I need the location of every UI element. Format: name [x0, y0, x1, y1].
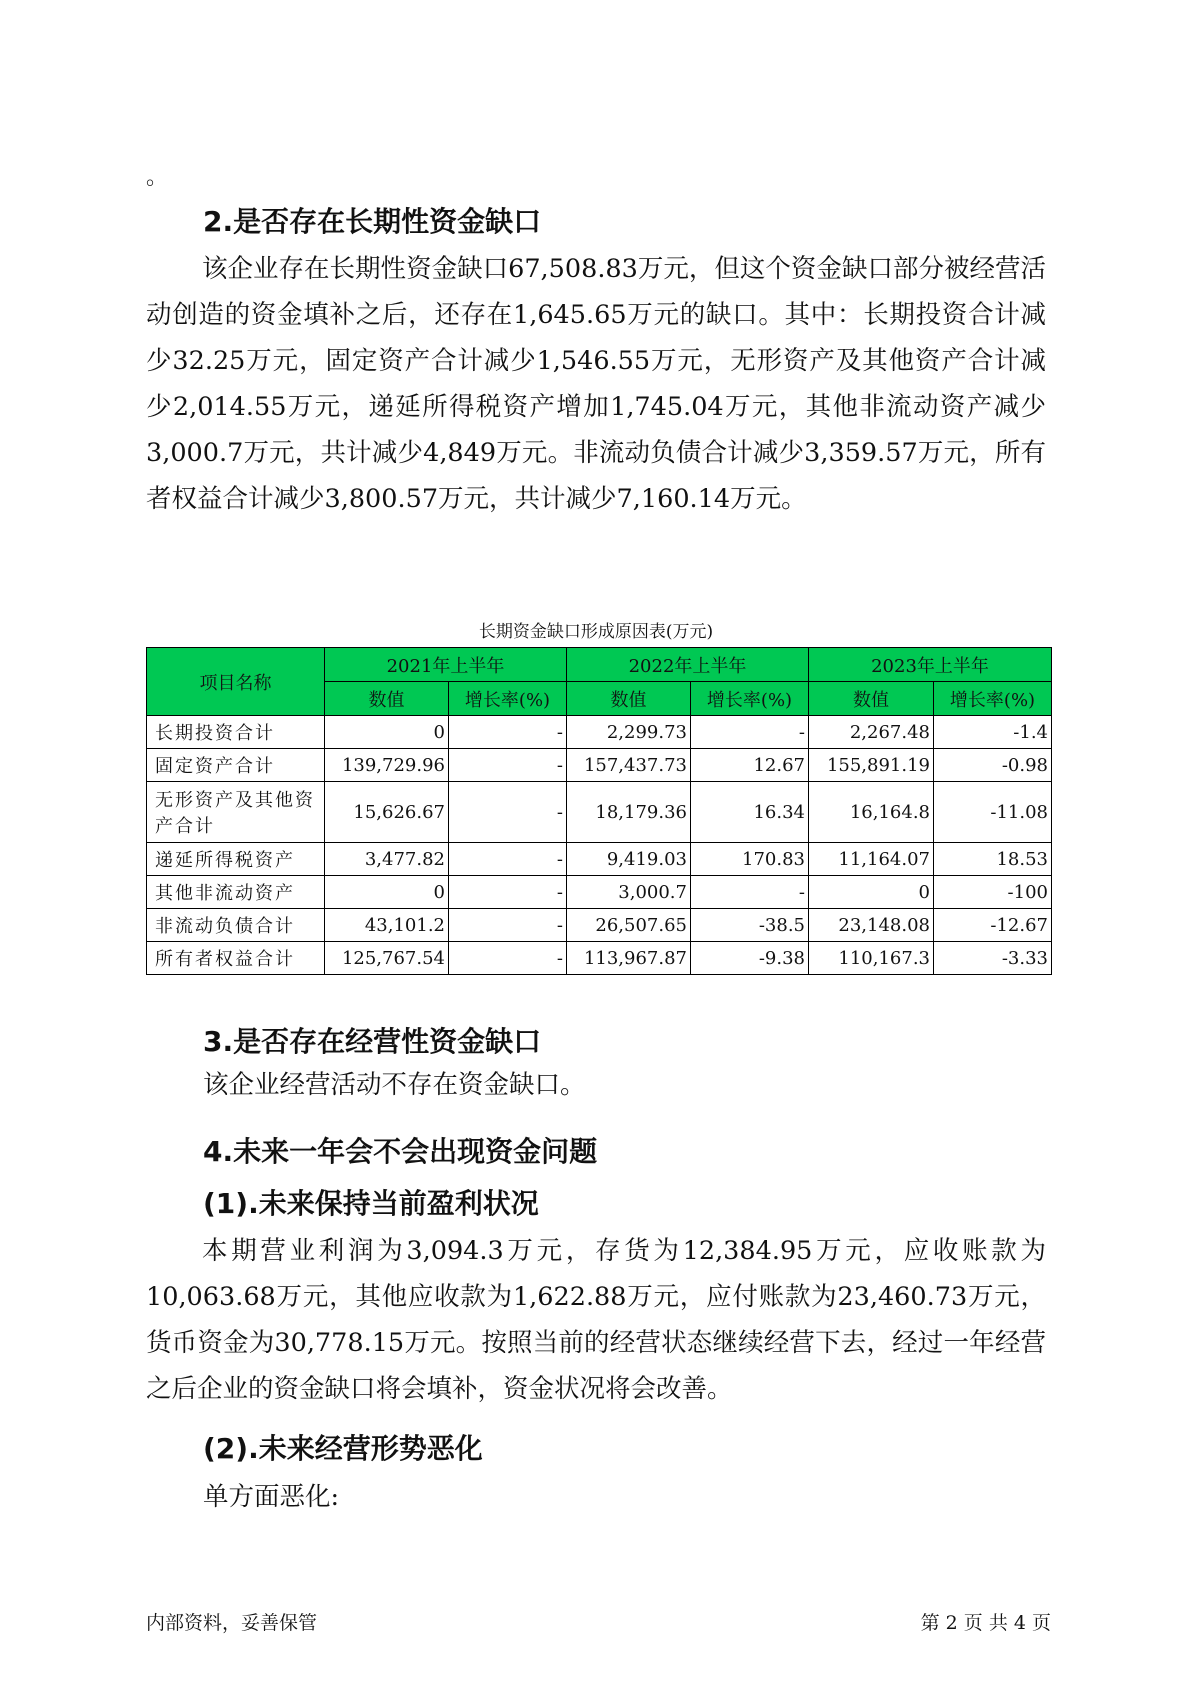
table-cell: - [449, 876, 567, 909]
table-cell: - [691, 716, 809, 749]
subsection2-paragraph: 单方面恶化: [203, 1482, 340, 1512]
table-cell: -12.67 [934, 909, 1052, 942]
table-cell: 3,477.82 [325, 843, 449, 876]
subheader-growth: 增长率(%) [934, 682, 1052, 716]
table-cell: 155,891.19 [809, 749, 934, 782]
table-header-row [147, 648, 1052, 682]
table-cell: -100 [934, 876, 1052, 909]
table-cell: 110,167.3 [809, 942, 934, 975]
subheader-value: 数值 [809, 682, 934, 716]
table-cell: - [449, 909, 567, 942]
table-cell: -1.4 [934, 716, 1052, 749]
table-cell: 2,267.48 [809, 716, 934, 749]
table-cell: 18,179.36 [567, 782, 691, 843]
row-name: 非流动负债合计 [147, 909, 325, 942]
section4-heading: 4.未来一年会不会出现资金问题 [203, 1135, 598, 1168]
table-cell: 139,729.96 [325, 749, 449, 782]
header-year-2021: 2021年上半年 [325, 648, 567, 682]
table-cell: 16.34 [691, 782, 809, 843]
long-term-gap-table [146, 647, 1052, 975]
subsection2-heading: (2).未来经营形势恶化 [203, 1432, 483, 1465]
row-name: 递延所得税资产 [147, 843, 325, 876]
table-cell: 43,101.2 [325, 909, 449, 942]
table-cell: -38.5 [691, 909, 809, 942]
footer-page-number: 第 2 页 共 4 页 [920, 1612, 1051, 1634]
table-row [147, 843, 1052, 876]
table-cell: 12.67 [691, 749, 809, 782]
row-name: 固定资产合计 [147, 749, 325, 782]
header-item-name: 项目名称 [147, 648, 325, 716]
table-cell: - [449, 716, 567, 749]
section2-heading: 2.是否存在长期性资金缺口 [203, 205, 542, 238]
table-cell: 16,164.8 [809, 782, 934, 843]
table-cell: 9,419.03 [567, 843, 691, 876]
section3-paragraph: 该企业经营活动不存在资金缺口。 [203, 1070, 586, 1100]
table-row [147, 716, 1052, 749]
footer-confidential-note: 内部资料，妥善保管 [146, 1612, 318, 1634]
table-cell: 113,967.87 [567, 942, 691, 975]
row-name: 无形资产及其他资产合计 [147, 782, 325, 843]
table-cell: -11.08 [934, 782, 1052, 843]
table-cell: 3,000.7 [567, 876, 691, 909]
table-cell: -0.98 [934, 749, 1052, 782]
subheader-value: 数值 [567, 682, 691, 716]
row-name: 所有者权益合计 [147, 942, 325, 975]
row-name: 其他非流动资产 [147, 876, 325, 909]
table-row [147, 909, 1052, 942]
header-year-2023: 2023年上半年 [809, 648, 1052, 682]
table-cell: -9.38 [691, 942, 809, 975]
table-cell: 18.53 [934, 843, 1052, 876]
table-cell: - [449, 942, 567, 975]
row-name: 长期投资合计 [147, 716, 325, 749]
table-cell: 26,507.65 [567, 909, 691, 942]
table-cell: -3.33 [934, 942, 1052, 975]
table-cell: 0 [325, 876, 449, 909]
table-cell: 157,437.73 [567, 749, 691, 782]
table-cell: 0 [325, 716, 449, 749]
table-cell: - [449, 843, 567, 876]
table-cell: - [449, 749, 567, 782]
section2-paragraph: 该企业存在长期性资金缺口67,508.83万元，但这个资金缺口部分被经营活动创造的资金填补之后，还存在1,645.65万元的缺口。其中：长期投资合计减少32.25万元，固定资产合计减少1,546.55万元，无形资产及其他资产合计减少2,014.55万元，递延所得税资产增加1,745.04万元，其他非流动资产减少3,000.7万元，共计减少4,849万元。非流动负债合计减少3,359.57万元，所有者权益合计减少3,800.57万元，共计减少7,160.14万元。 [146, 254, 1046, 514]
table-row [147, 876, 1052, 909]
section3-heading: 3.是否存在经营性资金缺口 [203, 1025, 542, 1058]
subsection1-heading: (1).未来保持当前盈利状况 [203, 1187, 539, 1220]
table-row [147, 749, 1052, 782]
header-year-2022: 2022年上半年 [567, 648, 809, 682]
table-row [147, 942, 1052, 975]
stray-punctuation: 。 [146, 165, 169, 190]
subheader-growth: 增长率(%) [691, 682, 809, 716]
subheader-growth: 增长率(%) [449, 682, 567, 716]
table-cell: 170.83 [691, 843, 809, 876]
subsection1-paragraph: 本期营业利润为3,094.3万元，存货为12,384.95万元，应收账款为10,063.68万元，其他应收款为1,622.88万元，应付账款为23,460.73万元，货币资金为30,778.15万元。按照当前的经营状态继续经营下去，经过一年经营之后企业的资金缺口将会填补，资金状况将会改善。 [146, 1236, 1046, 1404]
table-cell: 2,299.73 [567, 716, 691, 749]
table-row [147, 782, 1052, 843]
table-caption: 长期资金缺口形成原因表(万元) [478, 622, 714, 642]
subheader-value: 数值 [325, 682, 449, 716]
table-cell: 125,767.54 [325, 942, 449, 975]
table-cell: 23,148.08 [809, 909, 934, 942]
table-cell: - [691, 876, 809, 909]
table-cell: 11,164.07 [809, 843, 934, 876]
table-cell: 0 [809, 876, 934, 909]
table-cell: 15,626.67 [325, 782, 449, 843]
table-cell: - [449, 782, 567, 843]
